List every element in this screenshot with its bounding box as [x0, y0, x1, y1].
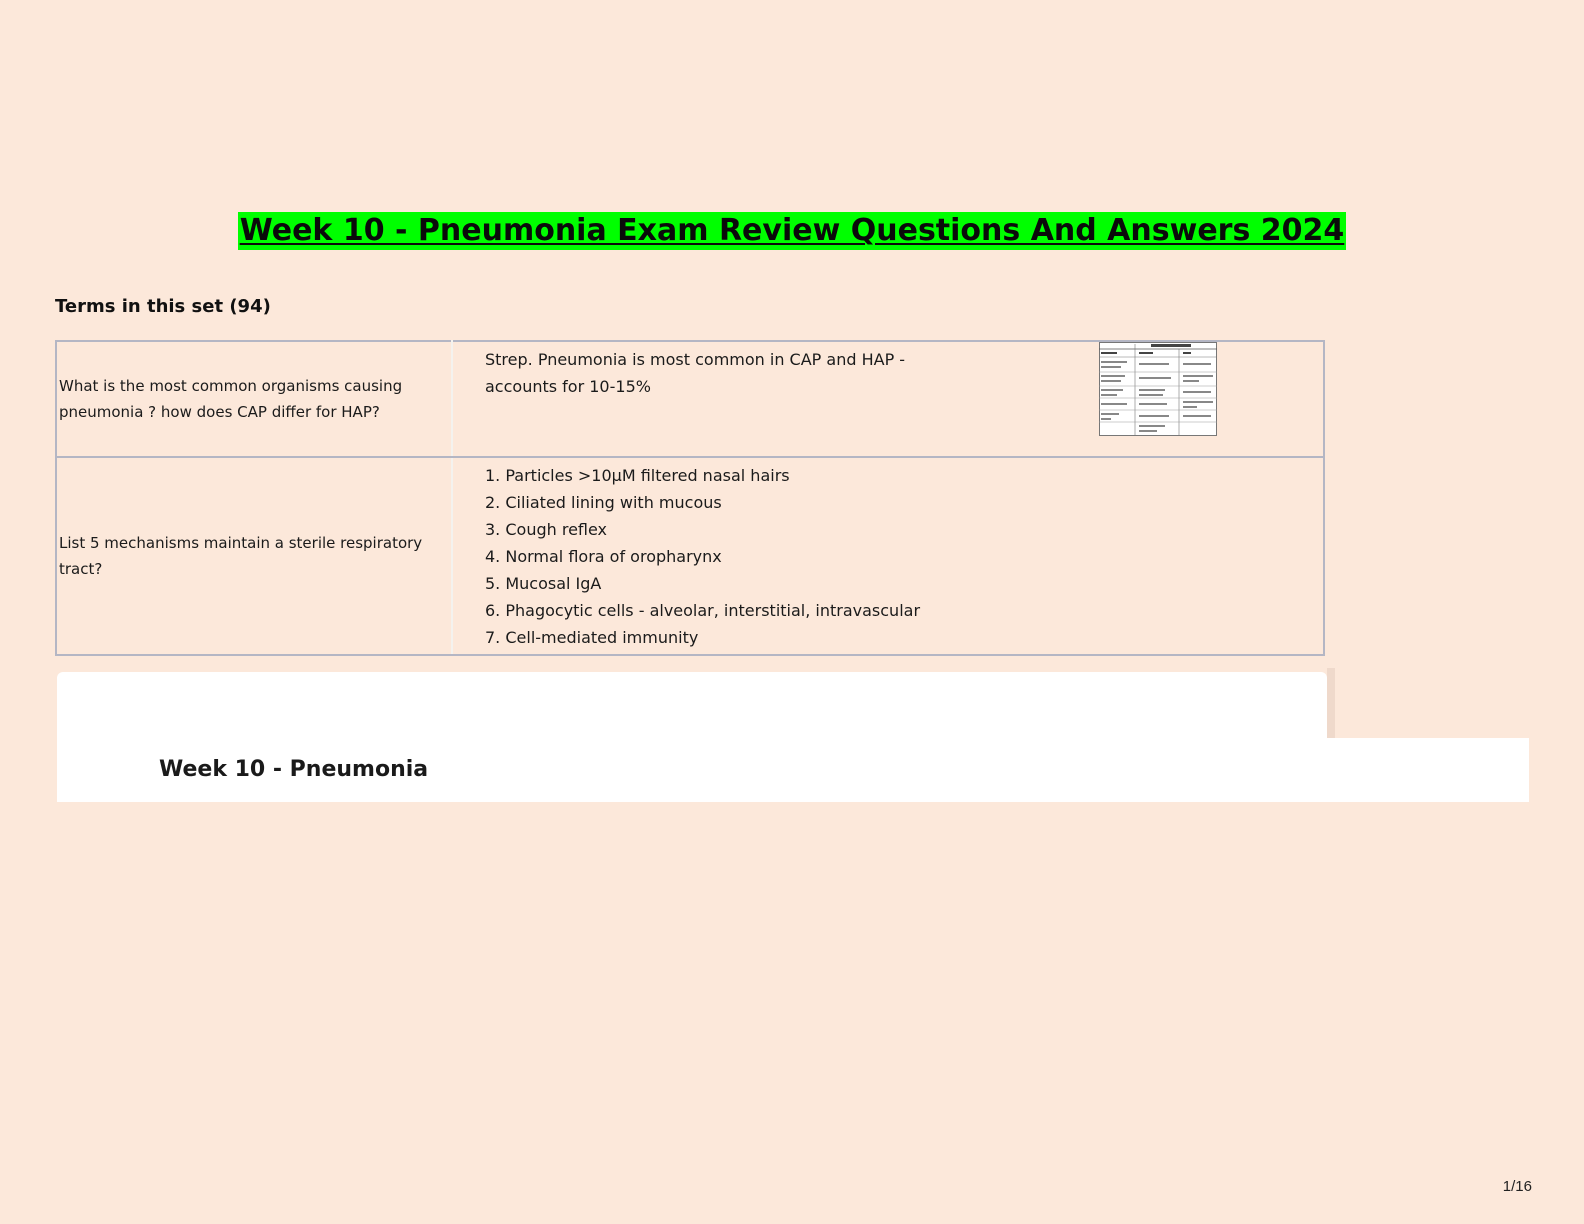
table-row[interactable]	[56, 457, 1324, 655]
title-container	[0, 212, 1584, 250]
list-item: 4. Normal flora of oropharynx	[485, 547, 722, 566]
page-number: 1/16	[1502, 1178, 1532, 1195]
list-item: 2. Ciliated lining with mucous	[485, 493, 722, 512]
list-item: 5. Mucosal IgA	[485, 574, 602, 593]
terms-table	[55, 340, 1325, 656]
answer-cell	[452, 457, 1324, 655]
list-item: 6. Phagocytic cells - alveolar, interstitial, intravascular	[485, 601, 921, 620]
question-cell: List 5 mechanisms maintain a sterile respiratory tract?	[56, 457, 452, 655]
document-title: Week 10 - Pneumonia Exam Review Questions And Answers 2024	[239, 213, 1345, 248]
list-item: 1. Particles >10μM filtered nasal hairs	[485, 466, 790, 485]
table-row[interactable]	[56, 341, 1324, 457]
table-thumbnail-icon[interactable]	[1099, 342, 1217, 436]
section-card-title: Week 10 - Pneumonia	[159, 757, 429, 782]
answer-cell	[452, 341, 1324, 457]
list-item: 7. Cell-mediated immunity	[485, 628, 699, 647]
card-shadow	[1327, 668, 1335, 738]
question-cell: What is the most common organisms causing pneumonia ? how does CAP differ for HAP?	[56, 341, 452, 457]
section-card	[57, 672, 1327, 802]
answer-text: Strep. Pneumonia is most common in CAP and HAP - accounts for 10-15%	[485, 350, 906, 396]
answer-list	[485, 458, 1323, 651]
section-card-extension	[1327, 738, 1529, 802]
list-item: 3. Cough reflex	[485, 520, 608, 539]
terms-heading: Terms in this set (94)	[55, 296, 271, 317]
